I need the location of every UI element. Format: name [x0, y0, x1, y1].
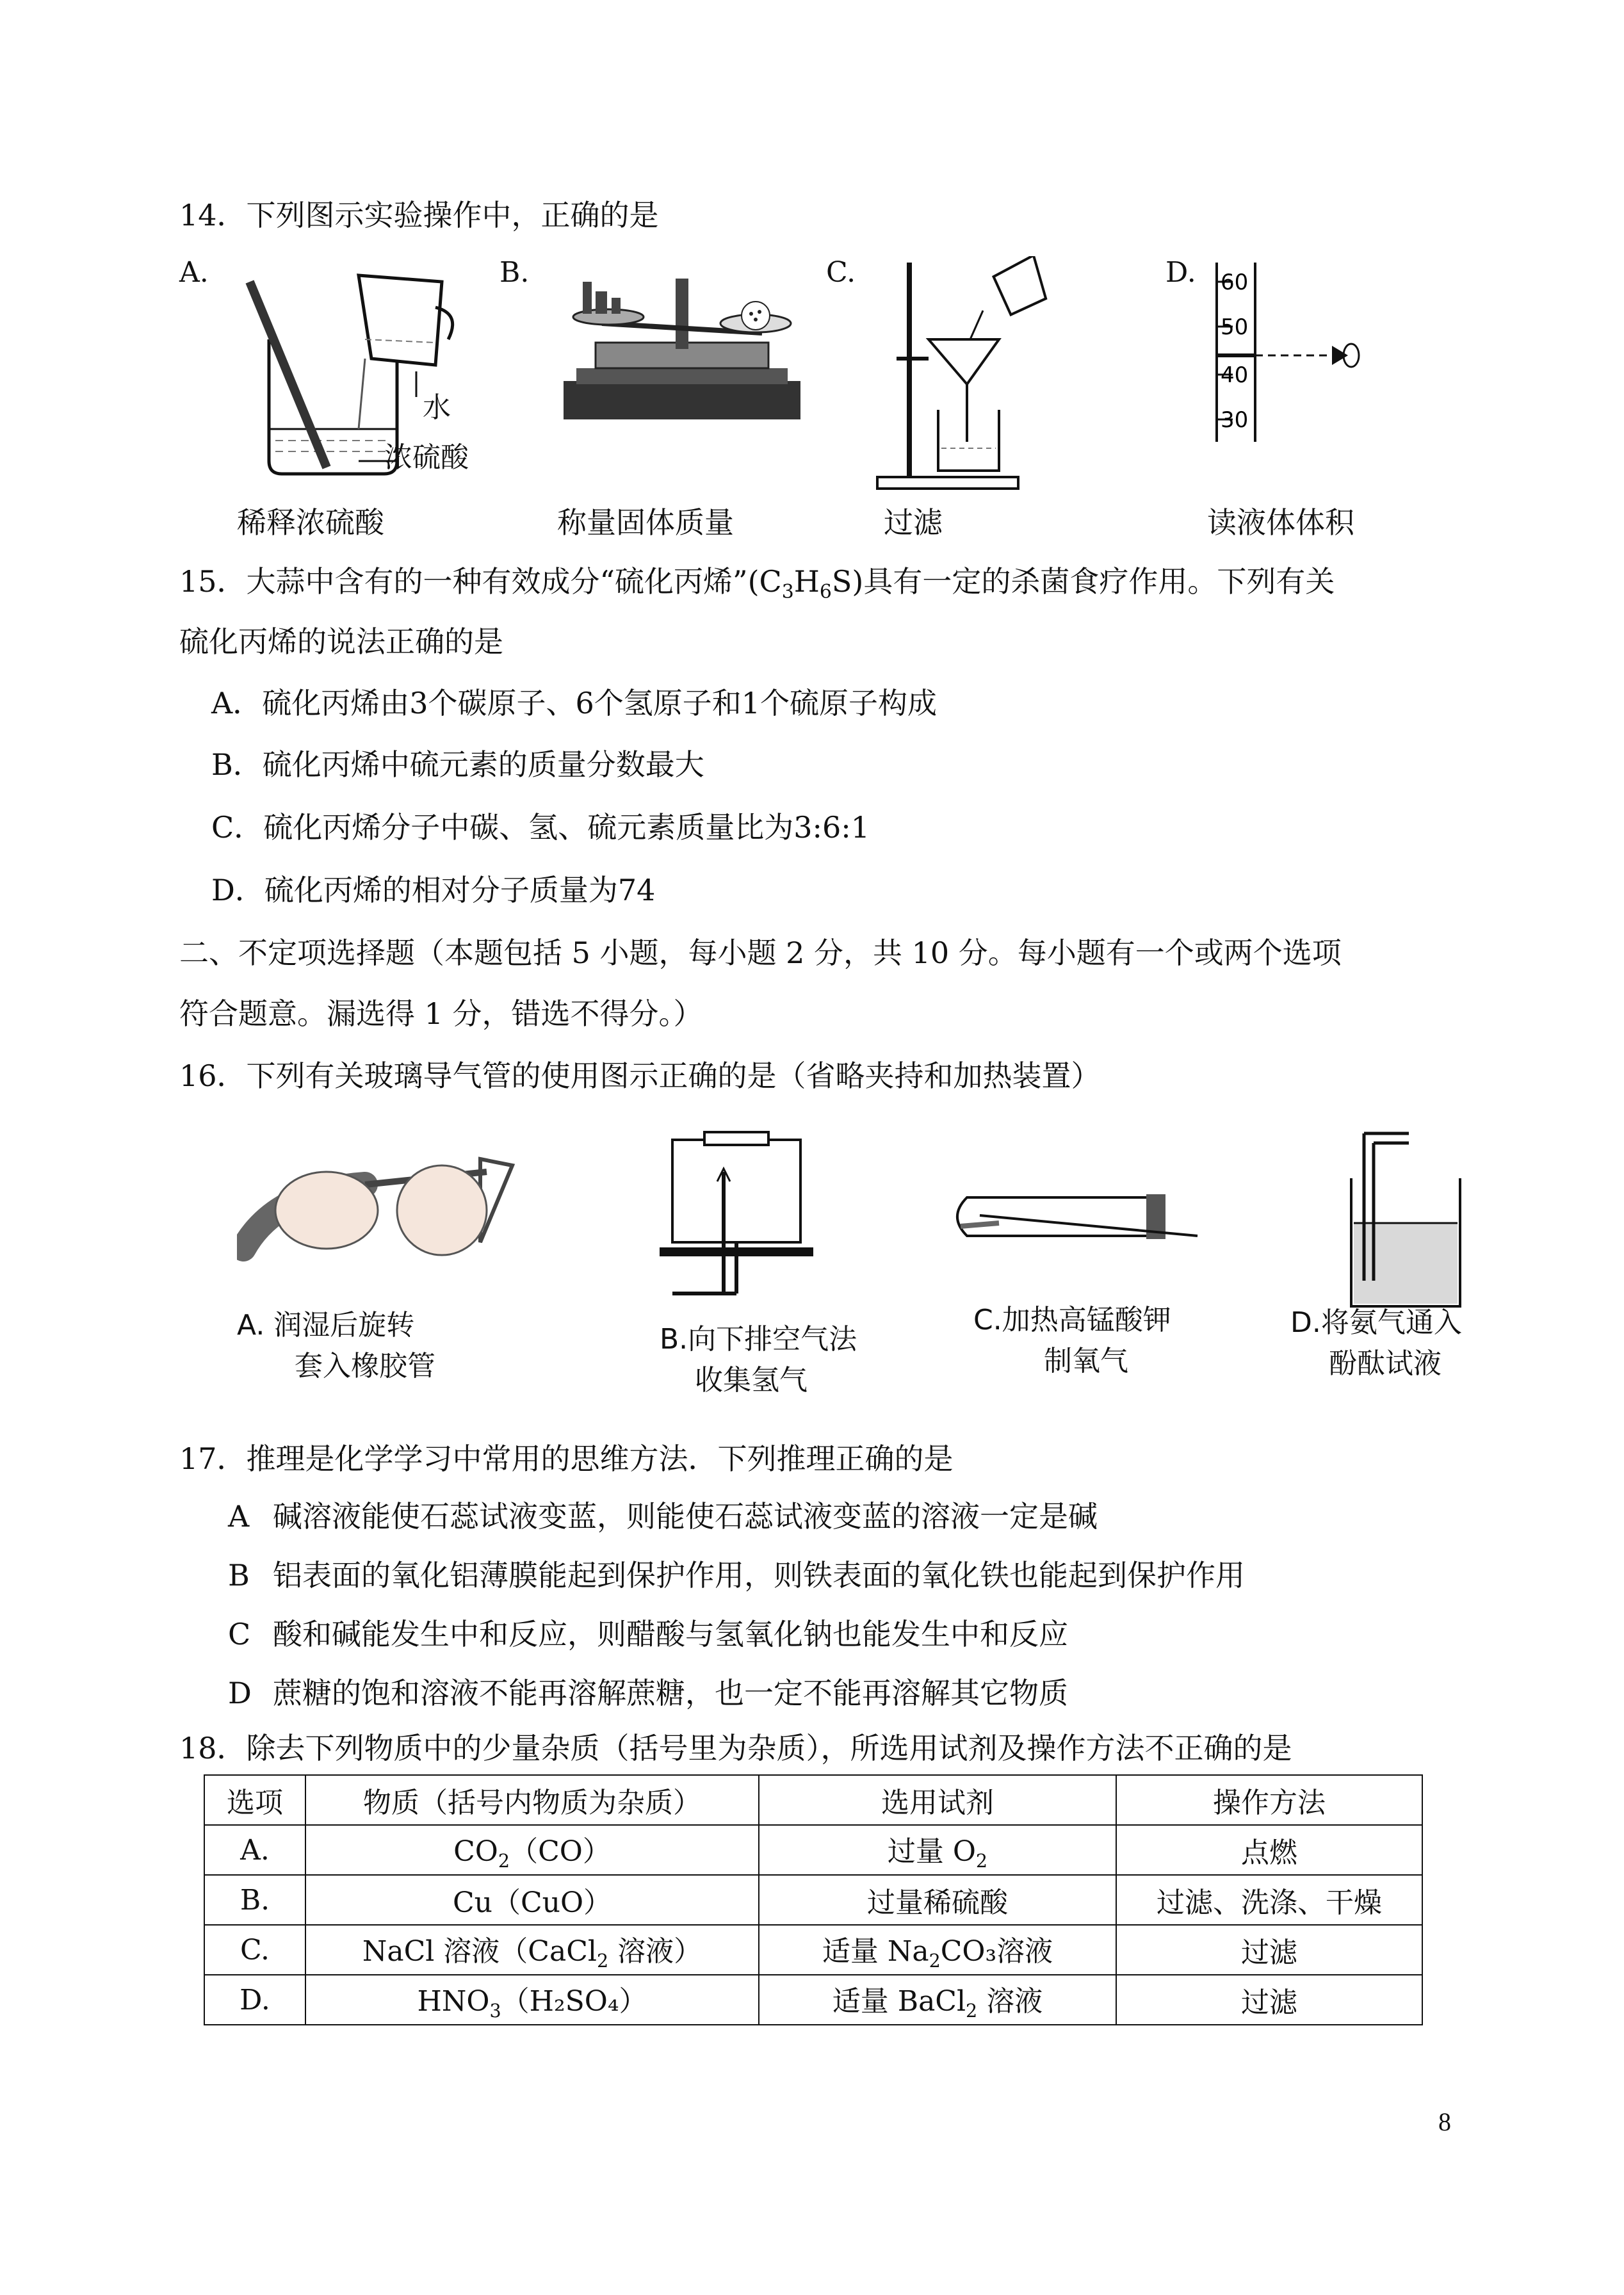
header-substance: 物质（括号内物质为杂质）	[305, 1775, 759, 1825]
q14-option-a-letter: A.	[179, 256, 209, 289]
cell-reagent: 过量稀硫酸	[759, 1875, 1116, 1925]
section2-line2: 符合题意。漏选得 1 分，错选不得分。）	[179, 996, 703, 1031]
cell-substance: NaCl 溶液（CaCl$_2$ 溶液）	[305, 1925, 759, 1975]
q15-option-c: C．硫化丙烯分子中碳、氢、硫元素质量比为3:6:1	[211, 810, 870, 845]
cell-reagent: 适量 BaCl$_2$ 溶液	[759, 1975, 1116, 2025]
q18-stem: 18．除去下列物质中的少量杂质（括号里为杂质），所选用试剂及操作方法不正确的是	[179, 1731, 1292, 1765]
cell-option: A.	[204, 1825, 305, 1875]
q16-caption-c: C.加热高锰酸钾 制氧气	[973, 1304, 1171, 1377]
q14-label-water: 水	[423, 391, 451, 424]
cell-option: C.	[204, 1925, 305, 1975]
q15-option-d: D．硫化丙烯的相对分子质量为74	[211, 873, 656, 907]
q17-option-b: B 铝表面的氧化铝薄膜能起到保护作用，则铁表面的氧化铁也能起到保护作用	[228, 1558, 1245, 1593]
q18-table	[204, 1774, 1423, 2025]
q14-caption-b: 称量固体质量	[557, 505, 734, 540]
q16-caption-a: A. 润湿后旋转 套入橡胶管	[237, 1309, 435, 1383]
cell-substance: Cu（CuO）	[305, 1875, 759, 1925]
cell-option: D.	[204, 1975, 305, 2025]
tick-label-50: 50	[1221, 314, 1249, 340]
table-header-row	[204, 1775, 1422, 1825]
q14-label-conc-acid: 浓硫酸	[384, 441, 469, 474]
cylinder-reading-figure	[1204, 256, 1370, 448]
table-row	[204, 1975, 1422, 2025]
cell-reagent: 适量 $Na_2CO_3$溶液	[759, 1925, 1116, 1975]
cell-option: B.	[204, 1875, 305, 1925]
cell-reagent: 过量 $O_2$	[759, 1825, 1116, 1875]
q14-option-c-letter: C.	[826, 256, 856, 289]
q14-caption-c: 过滤	[884, 505, 943, 540]
q15-stem-line1: 15．大蒜中含有的一种有效成分“硫化丙烯$”(C_3H_6S)$具有一定的杀菌食疗作用。下列有关	[179, 564, 1335, 604]
downward-air-collection-figure	[653, 1127, 820, 1319]
q16-stem: 16．下列有关玻璃导气管的使用图示正确的是（省略夹持和加热装置）	[179, 1058, 1101, 1093]
cell-substance: $CO_2(CO)$	[305, 1825, 759, 1875]
q17-stem: 17．推理是化学学习中常用的思维方法．下列推理正确的是	[179, 1441, 954, 1476]
q17-option-d: D 蔗糖的饱和溶液不能再溶解蔗糖，也一定不能再溶解其它物质	[228, 1676, 1068, 1710]
q16-caption-d: D.将氨气通入 酚酞试液	[1290, 1306, 1462, 1380]
q14-option-b-letter: B.	[499, 256, 530, 289]
q15-stem-line2: 硫化丙烯的说法正确的是	[179, 624, 503, 659]
q16-caption-b: B.向下排空气法 收集氢气	[660, 1323, 857, 1397]
ammonia-phenolphthalein-figure	[1338, 1127, 1466, 1319]
table-row	[204, 1825, 1422, 1875]
q14-option-d-letter: D.	[1165, 256, 1196, 289]
tick-label-40: 40	[1221, 362, 1249, 388]
q14-stem: 14．下列图示实验操作中，正确的是	[179, 198, 659, 232]
cell-method: 过滤	[1116, 1975, 1422, 2025]
q14-caption-d: 读液体体积	[1207, 505, 1354, 540]
q14-caption-a: 稀释浓硫酸	[237, 505, 384, 540]
header-option: 选项	[204, 1775, 305, 1825]
q17-option-a: A 碱溶液能使石蕊试液变蓝，则能使石蕊试液变蓝的溶液一定是碱	[228, 1499, 1098, 1534]
tick-label-30: 30	[1221, 407, 1249, 433]
cell-substance: $HNO_3(H_2SO_4)$	[305, 1975, 759, 2025]
cell-method: 过滤、洗涤、干燥	[1116, 1875, 1422, 1925]
filtration-figure	[871, 256, 1050, 493]
kmno4-heating-figure	[941, 1165, 1210, 1281]
tube-insertion-figure	[237, 1133, 532, 1281]
q17-option-c: C 酸和碱能发生中和反应，则醋酸与氢氧化钠也能发生中和反应	[228, 1617, 1068, 1651]
q15-option-a: A．硫化丙烯由3个碳原子、6个氢原子和1个硫原子构成	[211, 686, 938, 720]
table-row	[204, 1925, 1422, 1975]
section2-line1: 二、不定项选择题（本题包括 5 小题，每小题 2 分，共 10 分。每小题有一个或两个选项	[179, 936, 1342, 970]
cell-method: 点燃	[1116, 1825, 1422, 1875]
balance-figure	[557, 266, 807, 432]
header-method: 操作方法	[1116, 1775, 1422, 1825]
header-reagent: 选用试剂	[759, 1775, 1116, 1825]
tick-label-60: 60	[1221, 270, 1249, 295]
table-row	[204, 1875, 1422, 1925]
page-number: 8	[1438, 2107, 1451, 2136]
cell-method: 过滤	[1116, 1925, 1422, 1975]
q15-option-b: B．硫化丙烯中硫元素的质量分数最大	[211, 747, 704, 782]
